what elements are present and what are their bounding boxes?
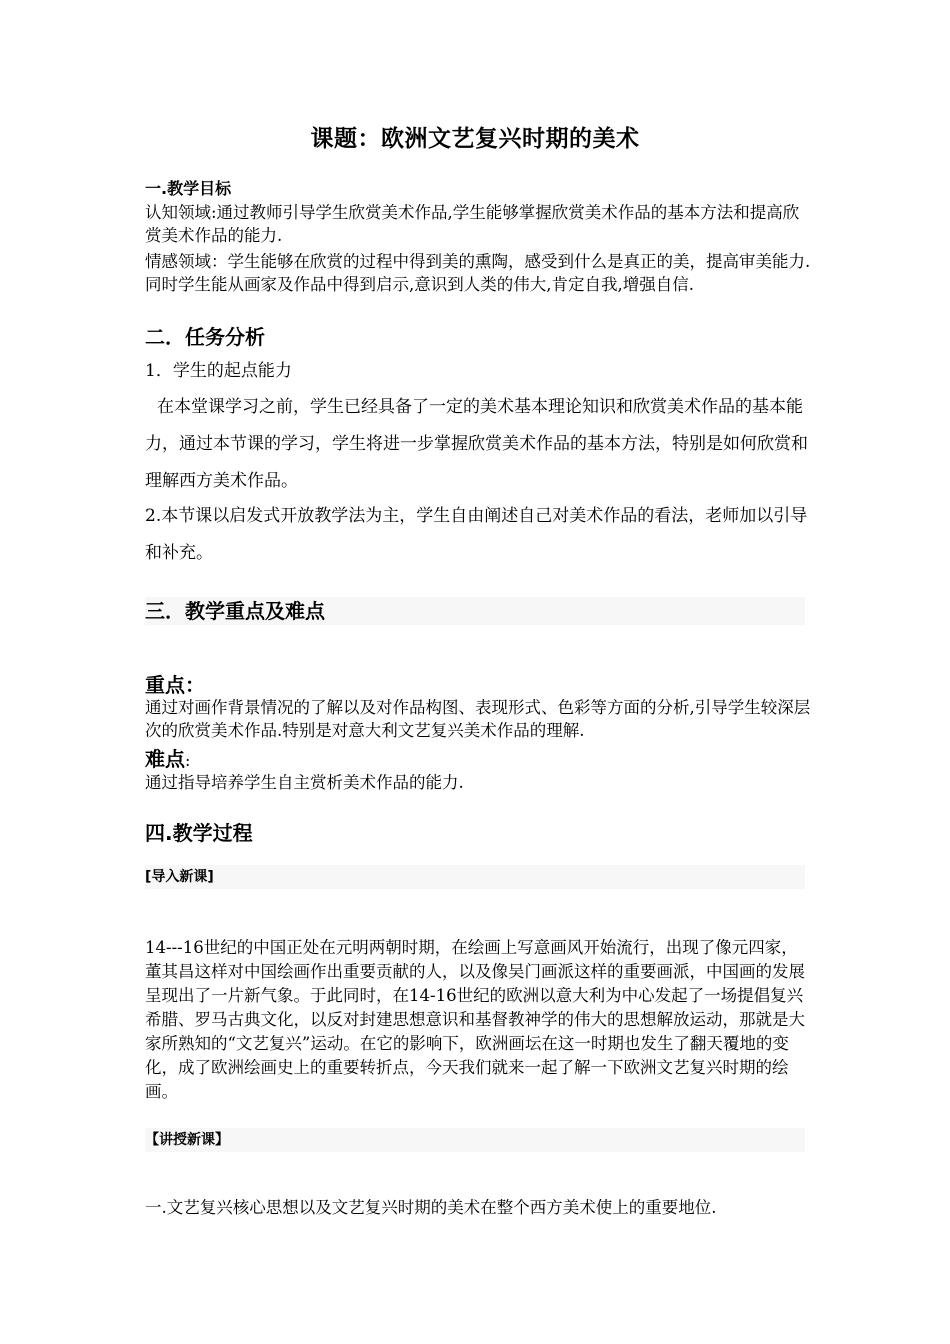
section2-item1-title: 1．学生的起点能力 bbox=[145, 361, 292, 381]
intro-paragraph: 14---16世纪的中国正处在元明两朝时期，在绘画上写意画风开始流行，出现了像元四家，董其昌这样对中国绘画作出重要贡献的人，以及像吴门画派这样的重要画派，中国画的发展呈现出了一片新气象。于此同时，在14-16世纪的欧洲以意大利为中心发起了一场提倡复兴希腊、罗马古典文化，以反对封建思想意识和基督教神学的伟大的思想解放运动，那就是大家所熟知的“文艺复兴”运动。在它的影响下，欧洲画坛在这一时期也发生了翻天覆地的变化，成了欧洲绘画史上的重要转折点，今天我们就来一起了解一下欧洲文艺复兴时期的绘画。 bbox=[145, 938, 805, 1101]
section2-heading: 二．任务分析 bbox=[145, 325, 265, 349]
key-point-label: 重点： bbox=[145, 673, 205, 697]
intro-tag: [导入新课] bbox=[145, 865, 805, 889]
page-title: 课题：欧洲文艺复兴时期的美术 bbox=[310, 126, 640, 152]
difficult-point-label: 难点 bbox=[145, 747, 185, 771]
section2-item1-text: 在本堂课学习之前，学生已经具备了一定的美术基本理论知识和欣赏美术作品的基本能力，通过本节课的学习，学生将进一步掌握欣赏美术作品的基本方法，特别是如何欣赏和理解西方美术作品。 bbox=[145, 397, 808, 491]
lesson-text: 一.文艺复兴核心思想以及文艺复兴时期的美术在整个西方美术使上的重要地位. bbox=[145, 1198, 717, 1217]
section1-cognitive: 认知领域:通过教师引导学生欣赏美术作品,学生能够掌握欣赏美术作品的基本方法和提高欣赏美术作品的能力. bbox=[145, 203, 800, 245]
lesson-tag: 【讲授新课】 bbox=[145, 1128, 805, 1152]
section4-heading: 四.教学过程 bbox=[145, 821, 253, 845]
difficult-point-text: 通过指导培养学生自主赏析美术作品的能力. bbox=[145, 773, 464, 792]
key-point-text: 通过对画作背景情况的了解以及对作品构图、表现形式、色彩等方面的分析,引导学生较深层次的欣赏美术作品.特别是对意大利文艺复兴美术作品的理解. bbox=[145, 698, 811, 740]
difficult-point-colon: : bbox=[185, 751, 191, 770]
section1-affective: 情感领域：学生能够在欣赏的过程中得到美的熏陶，感受到什么是真正的美，提高审美能力.同时学生能从画家及作品中得到启示,意识到人类的伟大,肯定自我,增强自信. bbox=[145, 252, 811, 294]
section3-heading: 三．教学重点及难点 bbox=[145, 597, 805, 625]
section2-item2-text: 2.本节课以启发式开放教学法为主，学生自由阐述自己对美术作品的看法，老师加以引导和补充。 bbox=[145, 506, 808, 563]
difficult-point-label-row bbox=[145, 743, 813, 772]
section1-heading: 一.教学目标 bbox=[145, 179, 232, 198]
